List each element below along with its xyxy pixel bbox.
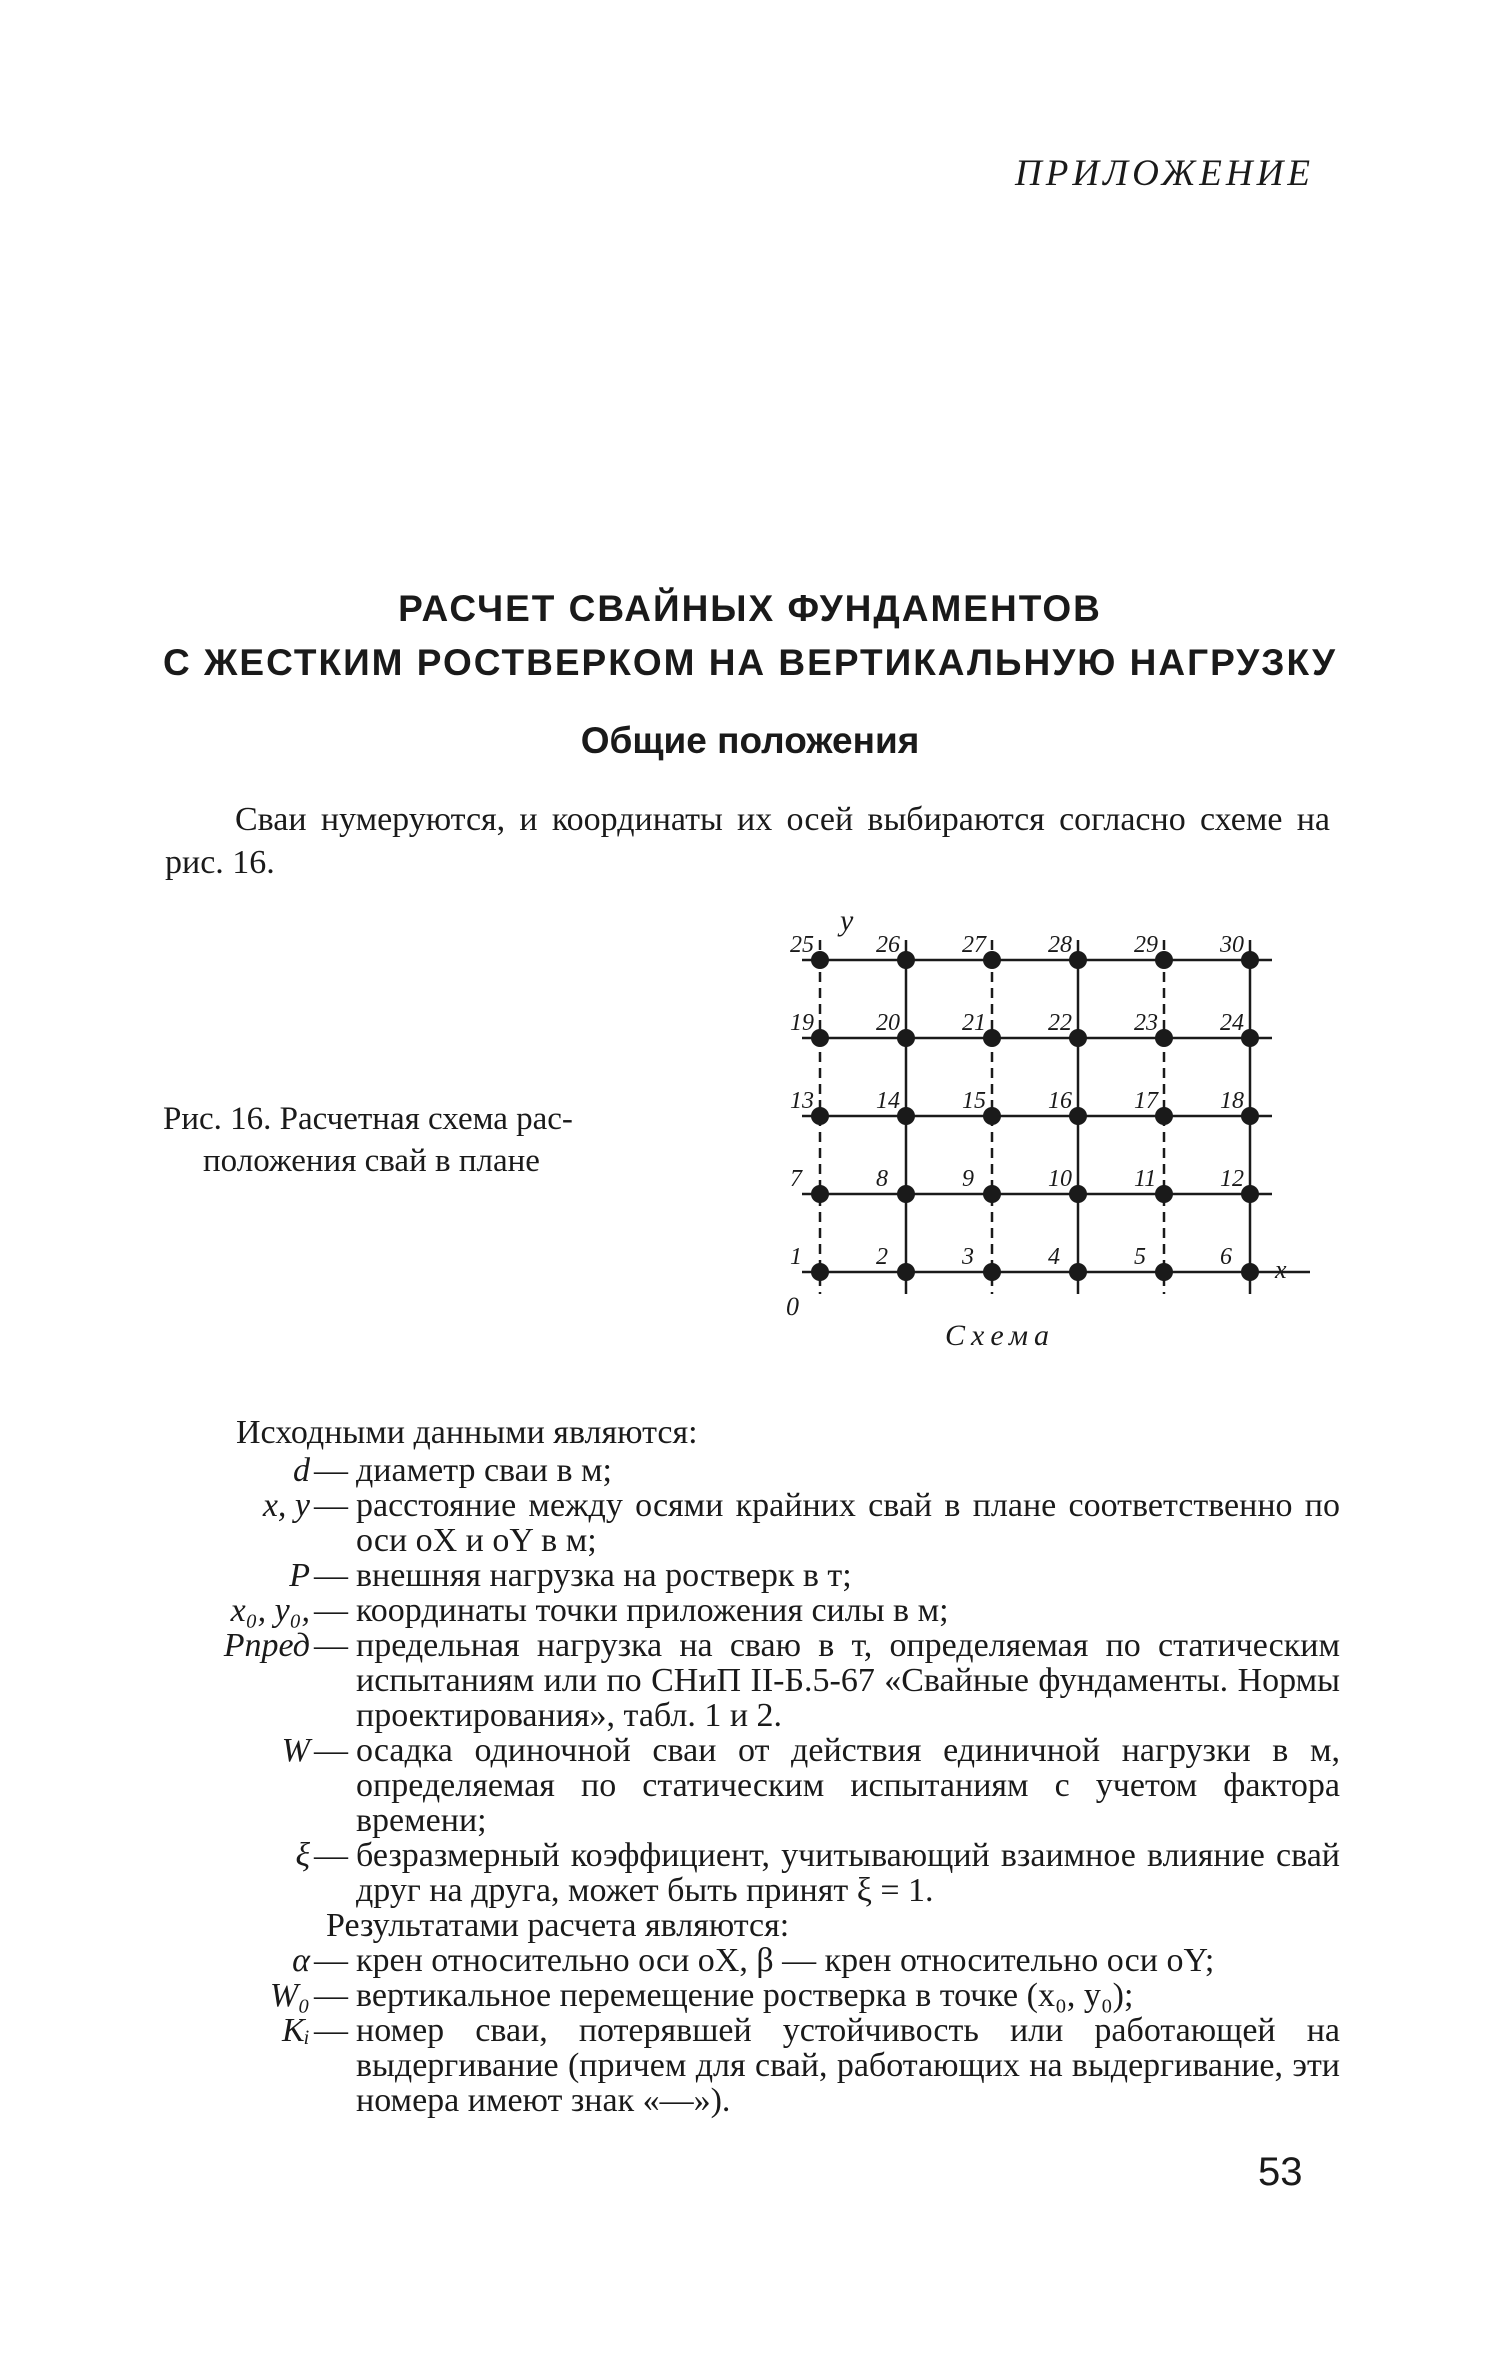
results-list	[160, 1943, 1340, 2118]
x-axis-label: x	[1275, 1255, 1287, 1284]
pile-number: 5	[1134, 1244, 1146, 1270]
pile-number: 24	[1220, 1010, 1244, 1036]
input-symbol: Pпред	[223, 1627, 310, 1664]
figure-caption-line-1: Рис. 16. Расчетная схема рас-	[163, 1101, 573, 1137]
result-item	[160, 1978, 1340, 2013]
pile-number: 9	[962, 1166, 974, 1192]
pile-number: 10	[1048, 1166, 1072, 1192]
chapter-title-line-2: С ЖЕСТКИМ РОСТВЕРКОМ НА ВЕРТИКАЛЬНУЮ НАГРУЗКУ	[162, 642, 1338, 683]
em-dash: —	[314, 2012, 348, 2049]
pile-marker	[983, 1263, 1001, 1281]
pile-number: 14	[876, 1088, 900, 1114]
pile-number: 25	[790, 932, 814, 958]
em-dash: —	[314, 1837, 348, 1874]
input-symbol: x, y	[262, 1487, 310, 1524]
pile-number: 6	[1220, 1244, 1232, 1270]
input-symbol: W	[281, 1732, 310, 1769]
pile-number: 28	[1048, 932, 1072, 958]
pile-number: 17	[1134, 1088, 1158, 1114]
input-item	[160, 1628, 1340, 1733]
input-item	[160, 1838, 1340, 1908]
result-text: крен относительно оси oX, β — крен относительно оси oY;	[356, 1942, 1215, 1979]
pile-number: 30	[1220, 932, 1244, 958]
scheme-label: Схема	[945, 1319, 1056, 1352]
pile-number: 1	[790, 1244, 802, 1270]
pile-marker	[1155, 1185, 1173, 1203]
input-item	[160, 1488, 1340, 1558]
pile-number: 21	[962, 1010, 986, 1036]
em-dash: —	[314, 1977, 348, 2014]
pile-number: 7	[790, 1166, 802, 1192]
input-text: безразмерный коэффициент, учитывающий взаимное влияние свай друг на друга, может быть принят ξ = 1.	[356, 1837, 1340, 1909]
pile-number: 22	[1048, 1010, 1072, 1036]
em-dash: —	[314, 1942, 348, 1979]
pile-marker	[1241, 1263, 1259, 1281]
inputs-lead: Исходными данными являются:	[236, 1414, 698, 1451]
em-dash: —	[314, 1452, 348, 1489]
pile-number: 18	[1220, 1088, 1244, 1114]
pile-marker	[811, 1263, 829, 1281]
pile-marker	[897, 1185, 915, 1203]
y-axis-label: y	[840, 904, 854, 937]
pile-marker	[983, 1185, 1001, 1203]
result-symbol: α	[292, 1942, 310, 1979]
definitions	[160, 1415, 1340, 2118]
pile-number: 15	[962, 1088, 986, 1114]
input-symbol: P	[289, 1557, 310, 1594]
origin-label: 0	[786, 1292, 799, 1321]
input-text: осадка одиночной сваи от действия единичной нагрузки в м, определяемая по статическим испытаниям с учетом фактора времени;	[356, 1732, 1340, 1839]
em-dash: —	[314, 1627, 348, 1664]
em-dash: —	[314, 1557, 348, 1594]
result-text: вертикальное перемещение ростверка в точке (x₀, y₀);	[356, 1977, 1134, 2014]
pile-number: 8	[876, 1166, 888, 1192]
pile-marker	[1155, 1263, 1173, 1281]
input-item	[160, 1453, 1340, 1488]
pile-number: 29	[1134, 932, 1158, 958]
pile-number: 12	[1220, 1166, 1244, 1192]
pile-number: 19	[790, 1010, 814, 1036]
result-symbol: W₀	[269, 1977, 310, 2014]
inputs-list	[160, 1453, 1340, 1908]
input-text: расстояние между осями крайних свай в плане соответственно по оси oX и oY в м;	[356, 1487, 1340, 1559]
pile-number: 13	[790, 1088, 814, 1114]
input-item	[160, 1593, 1340, 1628]
input-symbol: d	[293, 1452, 310, 1489]
pile-number: 23	[1134, 1010, 1158, 1036]
results-lead: Результатами расчета являются:	[326, 1907, 790, 1944]
input-text: диаметр сваи в м;	[356, 1452, 612, 1489]
pile-marker	[897, 1263, 915, 1281]
figure-caption	[163, 1098, 683, 1182]
pile-marker	[1069, 1263, 1087, 1281]
pile-number: 2	[876, 1244, 888, 1270]
result-item	[160, 2013, 1340, 2118]
pile-number: 16	[1048, 1088, 1072, 1114]
input-symbol: x₀, y₀,	[230, 1592, 310, 1629]
result-text: номер сваи, потерявшей устойчивость или работающей на выдергивание (причем для свай, работающих на выдергивание, эти номера имеют знак «—»).	[356, 2012, 1340, 2119]
input-symbol: ξ	[295, 1837, 310, 1874]
input-text: предельная нагрузка на сваю в т, определяемая по статическим испытаниям или по СНиП II-Б.5-67 «Свайные фундаменты. Нормы проектирования», табл. 1 и 2.	[356, 1627, 1340, 1734]
pile-number: 11	[1134, 1166, 1157, 1192]
pile-number: 3	[962, 1244, 974, 1270]
pile-grid	[790, 932, 1310, 1294]
input-item	[160, 1558, 1340, 1593]
pile-number: 27	[962, 932, 986, 958]
figure-caption-line-2: положения свай в плане	[203, 1143, 540, 1179]
running-header: ПРИЛОЖЕНИЕ	[1015, 153, 1314, 194]
result-symbol: Kᵢ	[281, 2012, 310, 2049]
input-text: координаты точки приложения силы в м;	[356, 1592, 949, 1629]
chapter-title-line-1: РАСЧЕТ СВАЙНЫХ ФУНДАМЕНТОВ	[398, 588, 1102, 629]
pile-number: 20	[876, 1010, 900, 1036]
input-item	[160, 1733, 1340, 1838]
section-title: Общие положения	[580, 720, 920, 761]
result-item	[160, 1943, 1340, 1978]
intro-paragraph: Сваи нумеруются, и координаты их осей выбираются согласно схеме на рис. 16.	[165, 801, 1330, 881]
pile-number: 4	[1048, 1244, 1060, 1270]
em-dash: —	[314, 1592, 348, 1629]
em-dash: —	[314, 1732, 348, 1769]
input-text: внешняя нагрузка на ростверк в т;	[356, 1557, 852, 1594]
pile-layout-scheme	[780, 900, 1320, 1360]
pile-number: 26	[876, 932, 900, 958]
em-dash: —	[314, 1487, 348, 1524]
page-number: 53	[1258, 2150, 1303, 2194]
pile-marker	[811, 1185, 829, 1203]
